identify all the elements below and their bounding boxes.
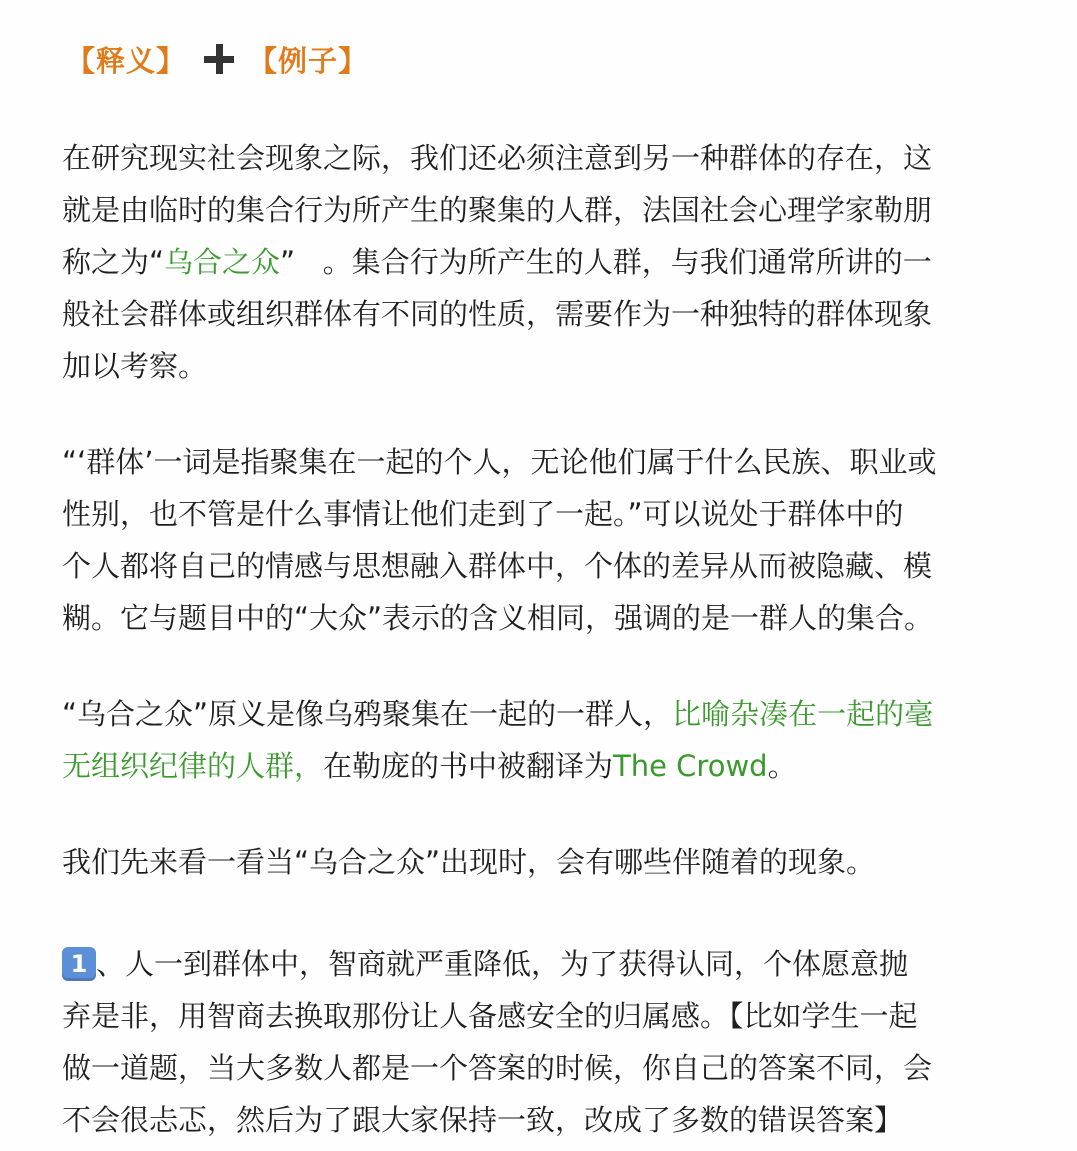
paragraph-3 [62, 688, 1022, 792]
keycap-one-icon: 1 [62, 947, 96, 981]
text-line: “乌合之众”原义是像乌鸦聚集在一起的一群人，比喻杂凑在一起的毫 [62, 697, 934, 731]
text-line: 无组织纪律的人群，在勒庞的书中被翻译为The Crowd。 [62, 749, 797, 783]
text-line: 称之为“乌合之众” 。集合行为所产生的人群，与我们通常所讲的一 [62, 245, 932, 279]
text-line: 个人都将自己的情感与思想融入群体中，个体的差异从而被隐藏、模 [62, 549, 933, 583]
highlight-phrase: 比喻杂凑在一起的毫 [672, 697, 934, 731]
text-line: 不会很忐忑，然后为了跟大家保持一致，改成了多数的错误答案】 [62, 1103, 904, 1137]
text-line: 弃是非，用智商去换取那份让人备感安全的归属感。【比如学生一起 [62, 999, 918, 1033]
text-line: 在研究现实社会现象之际，我们还必须注意到另一种群体的存在，这 [62, 141, 933, 175]
heading-example: 【例子】 [248, 43, 369, 78]
paragraph-5 [62, 938, 1022, 1146]
text-line: 般社会群体或组织群体有不同的性质，需要作为一种独特的群体现象 [62, 297, 933, 331]
text-line: 性别，也不管是什么事情让他们走到了一起。”可以说处于群体中的 [62, 497, 904, 531]
text-line: 糊。它与题目中的“大众”表示的含义相同，强调的是一群人的集合。 [62, 601, 934, 635]
text-line: 我们先来看一看当“乌合之众”出现时，会有哪些伴随着的现象。 [62, 845, 876, 879]
highlight-phrase: 无组织纪律的人群， [62, 749, 324, 783]
section-heading [66, 34, 368, 84]
highlight-term: 乌合之众 [164, 245, 281, 279]
text-line: 做一道题，当大多数人都是一个答案的时候，你自己的答案不同，会 [62, 1051, 933, 1085]
text-line: 就是由临时的集合行为所产生的聚集的人群，法国社会心理学家勒朋 [62, 193, 933, 227]
text-line: 1 、人一到群体中，智商就严重降低，为了获得认同，个体愿意抛 [62, 938, 1022, 990]
paragraph-1 [62, 132, 1022, 392]
plus-icon [204, 44, 234, 74]
paragraph-2 [62, 436, 1022, 644]
heading-definition: 【释义】 [66, 43, 187, 78]
text-line: 加以考察。 [62, 349, 208, 383]
paragraph-4 [62, 836, 1022, 888]
highlight-book-title: The Crowd [613, 749, 768, 783]
text-line: “‘群体’一词是指聚集在一起的个人，无论他们属于什么民族、职业或 [62, 445, 937, 479]
